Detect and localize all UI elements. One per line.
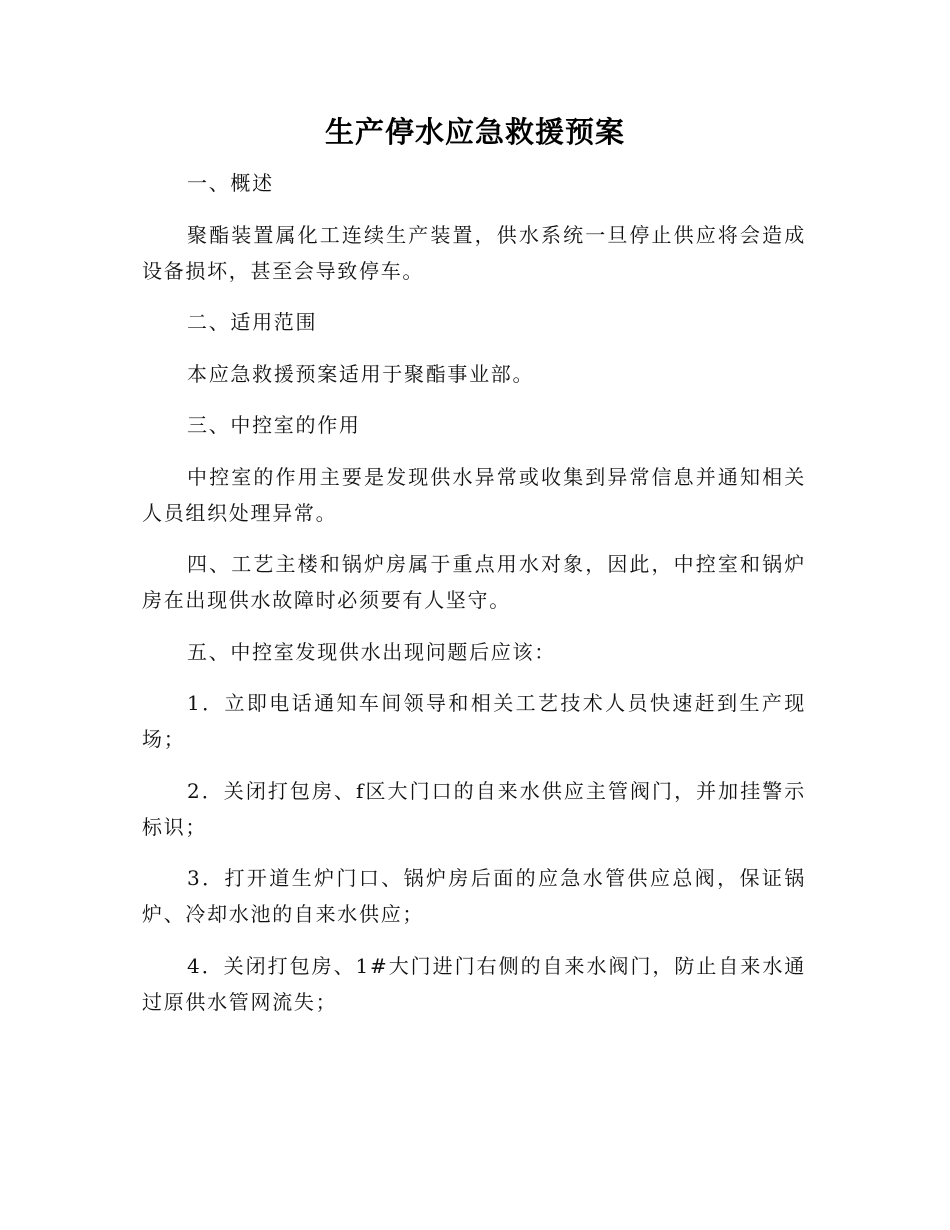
section-heading-response: 五、中控室发现供水出现问题后应该： — [187, 639, 556, 664]
paragraph-scope: 本应急救援预案适用于聚酯事业部。 — [187, 361, 535, 386]
document-body — [142, 165, 806, 1035]
list-item: 4．关闭打包房、1#大门进门右侧的自来水阀门，防止自来水通过原供水管网流失； — [142, 953, 806, 1014]
paragraph-key-water-users: 四、工艺主楼和锅炉房属于重点用水对象，因此，中控室和锅炉房在出现供水故障时必须要有人坚守。 — [142, 552, 806, 612]
paragraph-control-room: 中控室的作用主要是发现供水异常或收集到异常信息并通知相关人员组织处理异常。 — [142, 464, 806, 525]
list-item: 3．打开道生炉门口、锅炉房后面的应急水管供应总阀，保证锅炉、冷却水池的自来水供应； — [142, 866, 806, 926]
section-heading-control-room: 三、中控室的作用 — [187, 413, 361, 437]
document-title: 生产停水应急救援预案 — [324, 115, 625, 149]
paragraph-overview: 聚酯装置属化工连续生产装置，供水系统一旦停止供应将会造成设备损坏，甚至会导致停车。 — [142, 222, 806, 283]
list-item: 1．立即电话通知车间领导和相关工艺技术人员快速赶到生产现场； — [142, 691, 806, 751]
section-heading-scope: 二、适用范围 — [187, 310, 318, 334]
section-heading-overview: 一、概述 — [187, 171, 274, 195]
list-item: 2．关闭打包房、f区大门口的自来水供应主管阀门，并加挂警示标识； — [142, 778, 806, 839]
